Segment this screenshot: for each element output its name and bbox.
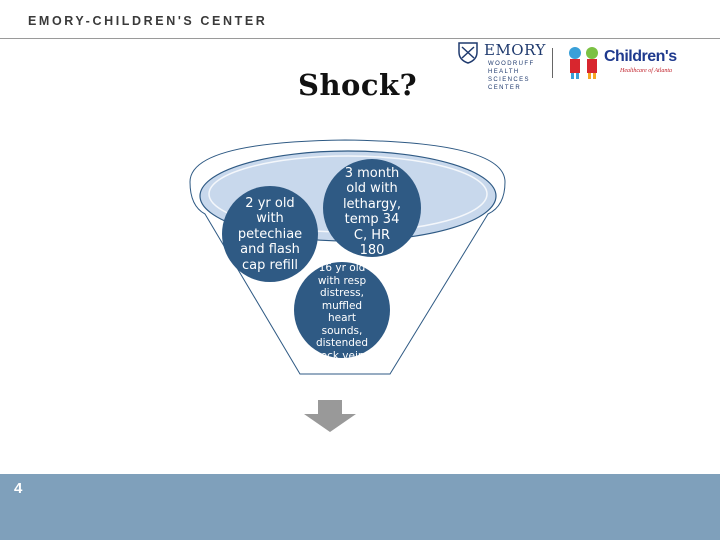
emory-sub-line: CENTER [488,85,522,91]
header-brand: EMORY-CHILDREN'S CENTER [28,14,268,28]
emory-wordmark: EMORY [484,41,546,59]
case-line: distended [315,337,369,349]
slide-title: Shock? [298,68,418,102]
case-line: neck veins [313,349,371,362]
down-arrow-icon [304,400,356,432]
case-line: sounds, [321,324,363,337]
emory-sub-line: WOODRUFF [488,61,535,67]
case-line: 180 [359,243,385,259]
case-line: heart [328,312,356,324]
case-line: 3 month [344,166,400,181]
case-line: old with [346,181,398,197]
case-line: 2 yr old [245,196,295,211]
emory-sub-line: SCIENCES [488,77,530,83]
case-line: lethargy, [342,196,402,212]
case-text-infant [322,166,422,258]
case-line: petechiae [237,226,303,242]
childrens-tagline: Healthcare of Atlanta [620,68,672,74]
case-line: temp 34 [344,212,400,228]
case-line: C, HR [353,227,391,243]
slide-number: 4 [14,480,23,497]
case-line: cap refill [242,257,298,273]
case-line: muffled [321,299,363,312]
case-line: and flash [240,242,300,258]
case-line: with resp [317,274,367,287]
case-text-teen [294,262,390,362]
childrens-wordmark: Children's [604,48,677,65]
case-line: with [256,211,284,227]
case-line: 16 yr old [318,262,366,274]
emory-sub-line: HEALTH [488,69,520,75]
footer-bar [0,474,720,540]
case-line: distress, [320,287,364,299]
